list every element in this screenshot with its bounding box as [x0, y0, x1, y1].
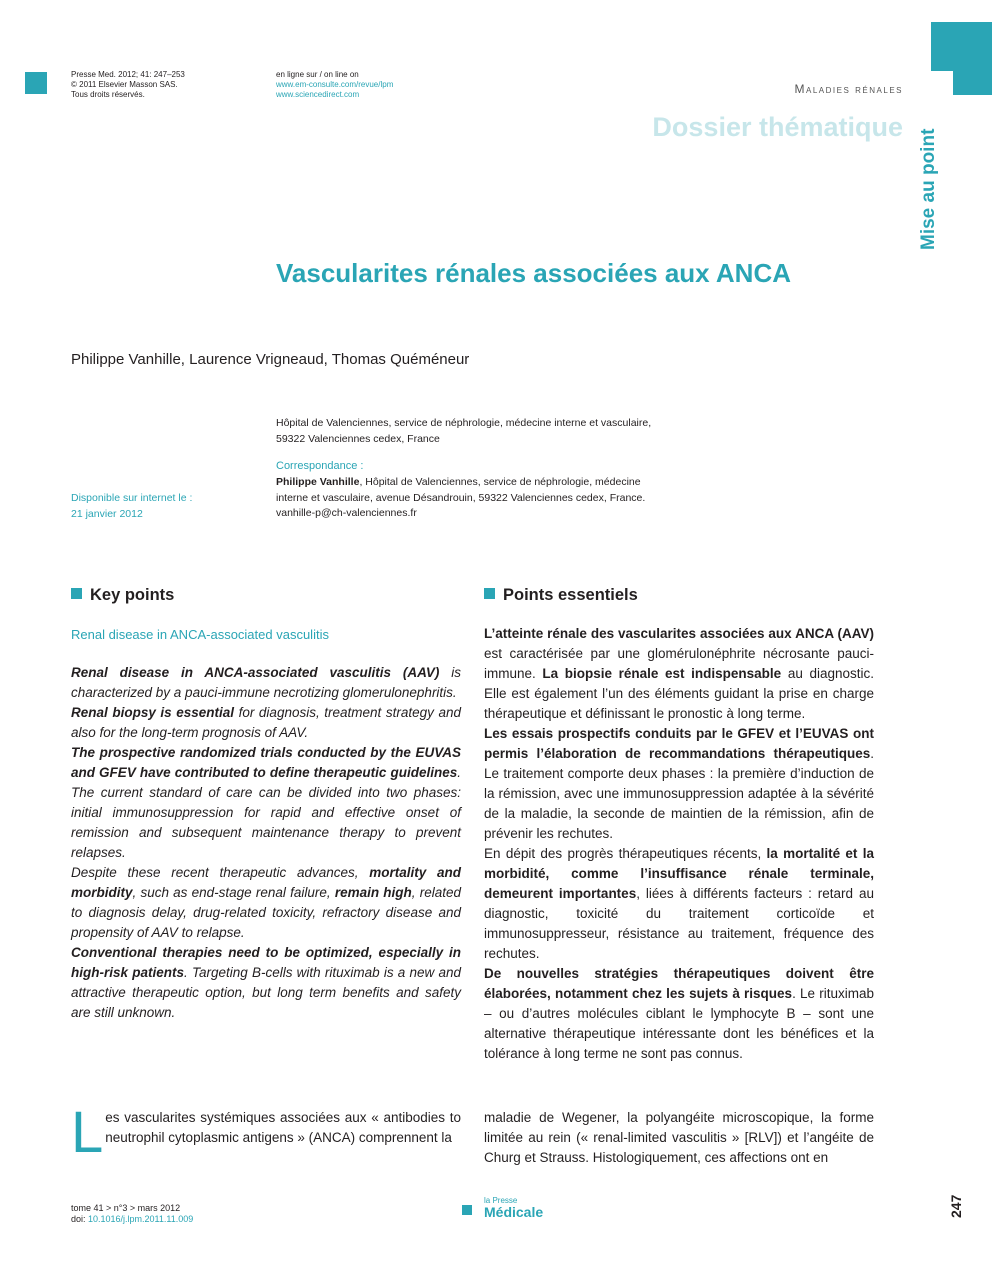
footer-issue-block [71, 1203, 193, 1225]
logo-line: Médicale [484, 1204, 544, 1220]
article-title: Vascularites rénales associées aux ANCA [276, 258, 791, 288]
points-essentiels-heading-text: Points essentiels [503, 586, 638, 604]
key-point-text: Despite these recent therapeutic advances, [71, 865, 370, 880]
point-essentiel-text: au diagnostic. Elle est également l’un des éléments guidant la prise en charge thérapeutique et définissant le pronostic à long terme. [484, 666, 874, 721]
header-square-mark [25, 72, 47, 94]
footer-issue: tome 41 > n°3 > mars 2012 [71, 1203, 181, 1213]
availability-label: Disponible sur internet le : [71, 492, 193, 504]
point-essentiel-paragraph [484, 964, 874, 1064]
corner-tab-side [953, 71, 992, 95]
key-point-paragraph [71, 663, 461, 703]
key-point-bold: remain high [334, 885, 412, 900]
key-point-text: . The current standard of care can be divided into two phases: initial immunosuppression for rapid and effective onset of remission and subsequent maintenance therapy to prevent relapses. [71, 765, 461, 860]
affiliation-line: Hôpital de Valenciennes, service de néphrologie, médecine interne et vasculaire, [276, 417, 652, 429]
key-point-bold: Renal biopsy is essential [71, 705, 235, 720]
affiliation-line: 59322 Valenciennes cedex, France [276, 432, 440, 445]
page-number: 247 [948, 1194, 964, 1218]
points-essentiels-body [484, 624, 874, 1064]
footer-square-mark [462, 1205, 472, 1215]
point-essentiel-text: , liées à différents facteurs : retard au diagnostic, toxicité du traitement corticoïde et immunosuppresseur, résistance au traitement, fréquence des rechutes. [484, 886, 874, 961]
point-essentiel-text: est caractérisée par une glomérulonéphrite nécrosante pauci-immune. [484, 646, 874, 681]
journal-url-link[interactable]: www.em-consulte.com/revue/lpm [276, 80, 394, 89]
key-point-bold: Renal disease in ANCA-associated vasculitis (AAV) [71, 665, 440, 680]
dossier-label: Dossier thématique [652, 112, 903, 142]
journal-logo [484, 1197, 543, 1219]
body-text: es vascularites systémiques associées aux « antibodies to neutrophil cytoplasmic antigens » (ANCA) comprennent la [105, 1110, 461, 1145]
key-points-subheading: Renal disease in ANCA-associated vasculitis [71, 627, 329, 642]
point-essentiel-bold: L’atteinte rénale des vascularites associées aux ANCA (AAV) [484, 626, 874, 641]
authors: Philippe Vanhille, Laurence Vrigneaud, Thomas Quéméneur [71, 351, 470, 368]
correspondance-text: , Hôpital de Valenciennes, service de néphrologie, médecine [359, 476, 641, 488]
point-essentiel-paragraph [484, 624, 874, 724]
point-essentiel-bold: la mortalité et la morbidité, comme l’insuffisance rénale terminale, demeurent importantes [484, 846, 874, 901]
key-point-bold: mortality and morbidity [71, 865, 461, 900]
point-essentiel-text: . Le rituximab – ou d’autres molécules ciblant le lymphocyte B – sont une alternative thérapeutique intéressante dont les bénéfices et la tolérance à long terme ne sont pas connus. [484, 986, 874, 1061]
key-point-paragraph [71, 703, 461, 743]
rights: Tous droits réservés. [71, 90, 145, 99]
correspondance-email[interactable]: vanhille-p@ch-valenciennes.fr [276, 507, 417, 519]
point-essentiel-paragraph [484, 724, 874, 844]
key-point-paragraph [71, 863, 461, 943]
body-left-column [71, 1100, 461, 1165]
affiliation [276, 416, 696, 447]
heading-square-icon [484, 588, 495, 599]
key-point-text: , such as end-stage renal failure, [132, 885, 335, 900]
doi-label: doi: [71, 1214, 89, 1224]
correspondance-label: Correspondance : [276, 460, 364, 472]
point-essentiel-text: En dépit des progrès thérapeutiques récents, [484, 846, 767, 861]
citation-block [71, 70, 185, 100]
point-essentiel-paragraph [484, 844, 874, 964]
key-point-paragraph [71, 743, 461, 863]
correspondance-text: interne et vasculaire, avenue Désandrouin, 59322 Valenciennes cedex, France. [276, 491, 646, 504]
logo-line: la Presse [484, 1196, 518, 1205]
key-point-paragraph [71, 943, 461, 1023]
correspondance-name: Philippe Vanhille [276, 476, 360, 488]
point-essentiel-bold: La biopsie rénale est indispensable [542, 666, 782, 681]
online-label: en ligne sur / on line on [276, 70, 359, 79]
citation: Presse Med. 2012; 41: 247–253 [71, 70, 185, 79]
online-block [276, 70, 393, 100]
key-point-text: , related to diagnosis delay, drug-related toxicity, refractory disease and propensity of AAV to relapse. [71, 885, 462, 940]
availability [71, 490, 192, 522]
point-essentiel-bold: De nouvelles stratégies thérapeutiques doivent être élaborées, notamment chez les sujets à risques [484, 966, 874, 1001]
key-point-text: . Targeting B-cells with rituximab is a new and attractive therapeutic option, but long term benefits and safety are still unknown. [71, 965, 462, 1020]
key-points-heading-text: Key points [90, 586, 175, 604]
body-right-column [484, 1108, 874, 1168]
body-text: maladie de Wegener, la polyangéite microscopique, la forme limitée au rein (« renal-limited vasculitis » [RLV]) et l’angéite de Churg et Strauss. Histologiquement, ces affections ont en [484, 1110, 874, 1165]
availability-date: 21 janvier 2012 [71, 508, 143, 520]
correspondance [276, 475, 696, 522]
drop-cap: L [71, 1100, 104, 1165]
key-point-text: for diagnosis, treatment strategy and also for the long-term prognosis of AAV. [71, 705, 461, 740]
key-point-bold: The prospective randomized trials conducted by the EUVAS and GFEV have contributed to define therapeutic guidelines [71, 745, 461, 780]
category-label: Maladies rénales [794, 82, 903, 96]
copyright: © 2011 Elsevier Masson SAS. [71, 80, 178, 89]
point-essentiel-bold: Les essais prospectifs conduits par le GFEV et l’EUVAS ont permis l’élaboration de recommandations thérapeutiques [484, 726, 874, 761]
side-section-label: Mise au point [918, 128, 939, 250]
key-points-body [71, 663, 461, 1023]
points-essentiels-heading [484, 586, 638, 605]
corner-tab-top [931, 22, 992, 71]
heading-square-icon [71, 588, 82, 599]
sciencedirect-link[interactable]: www.sciencedirect.com [276, 90, 360, 99]
key-points-heading [71, 586, 174, 605]
doi-link[interactable]: 10.1016/j.lpm.2011.11.009 [88, 1214, 194, 1224]
point-essentiel-text: . Le traitement comporte deux phases : la première d’induction de la rémission, avec une immunosuppression adaptée à la sévérité de la maladie, la seconde de maintien de la rémission, afin de prévenir les rechutes. [484, 746, 874, 841]
key-point-bold: Conventional therapies need to be optimized, especially in high-risk patients [71, 945, 461, 980]
key-point-text: is characterized by a pauci-immune necrotizing glomerulonephritis. [71, 665, 461, 700]
